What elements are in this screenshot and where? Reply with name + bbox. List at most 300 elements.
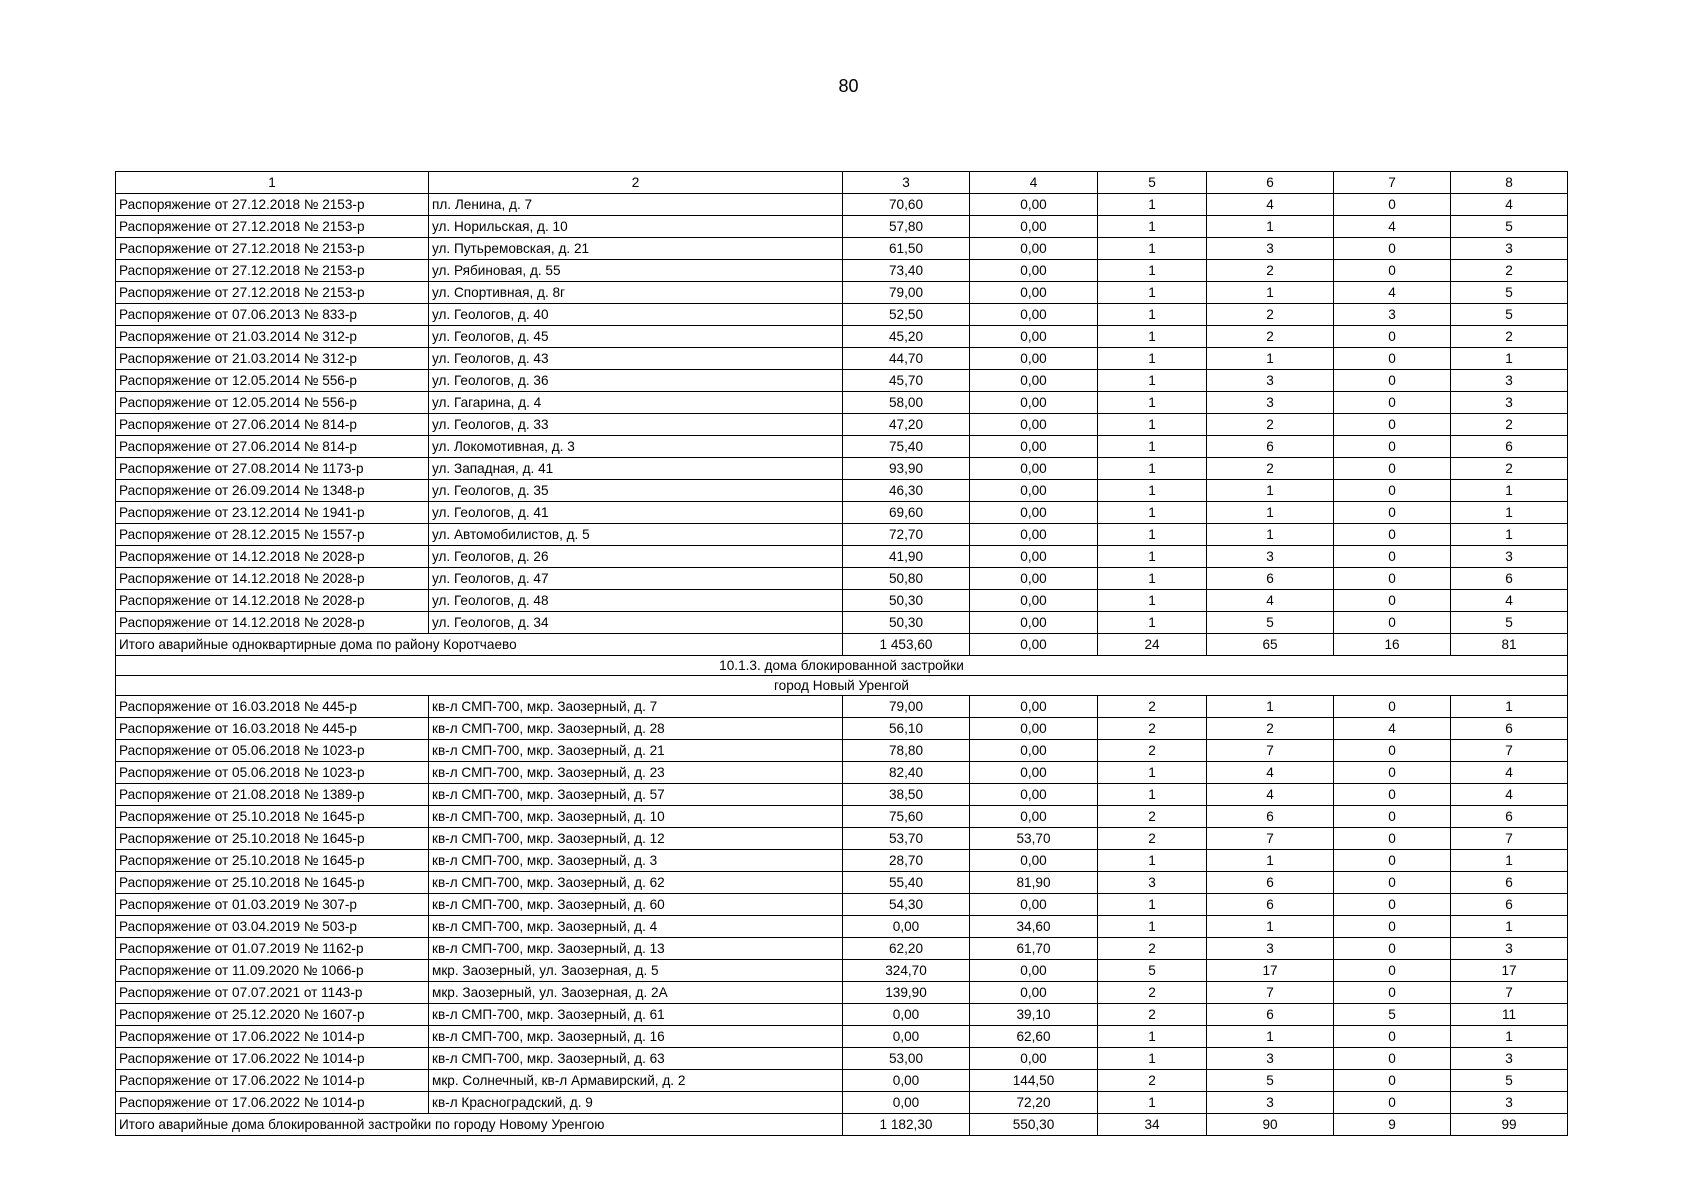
- order-cell: Распоряжение от 11.09.2020 № 1066-р: [116, 960, 429, 982]
- table-row: [116, 524, 1568, 546]
- count-cell: 1: [1098, 414, 1207, 436]
- housing-table: [115, 171, 1568, 1136]
- count-3-cell: 0: [1334, 982, 1451, 1004]
- count-3-cell: 3: [1334, 304, 1451, 326]
- table-row: [116, 348, 1568, 370]
- address-cell: ул. Локомотивная, д. 3: [429, 436, 843, 458]
- area-cell: 53,00: [843, 1048, 970, 1070]
- count-2-cell: 6: [1207, 568, 1334, 590]
- page-number: 80: [838, 76, 859, 96]
- table-row: [116, 1026, 1568, 1048]
- count-total-cell: 6: [1451, 894, 1568, 916]
- count-total-cell: 2: [1451, 326, 1568, 348]
- address-cell: кв-л СМП-700, мкр. Заозерный, д. 62: [429, 872, 843, 894]
- count-2-cell: 5: [1207, 612, 1334, 634]
- count-2-cell: 7: [1207, 740, 1334, 762]
- area-cell: 44,70: [843, 348, 970, 370]
- total-value: 34: [1098, 1114, 1207, 1136]
- order-cell: Распоряжение от 16.03.2018 № 445-р: [116, 718, 429, 740]
- area-2-cell: 0,00: [970, 194, 1098, 216]
- order-cell: Распоряжение от 03.04.2019 № 503-р: [116, 916, 429, 938]
- total-value: 90: [1207, 1114, 1334, 1136]
- count-cell: 3: [1098, 872, 1207, 894]
- count-cell: 1: [1098, 1048, 1207, 1070]
- table-row: [116, 260, 1568, 282]
- area-cell: 53,70: [843, 828, 970, 850]
- count-cell: 2: [1098, 938, 1207, 960]
- area-2-cell: 144,50: [970, 1070, 1098, 1092]
- count-3-cell: 0: [1334, 414, 1451, 436]
- order-cell: Распоряжение от 27.06.2014 № 814-р: [116, 436, 429, 458]
- count-total-cell: 3: [1451, 392, 1568, 414]
- table-row: [116, 718, 1568, 740]
- section-title-row: [116, 656, 1568, 676]
- count-cell: 1: [1098, 392, 1207, 414]
- count-total-cell: 4: [1451, 590, 1568, 612]
- area-cell: 79,00: [843, 282, 970, 304]
- count-3-cell: 0: [1334, 872, 1451, 894]
- order-cell: Распоряжение от 05.06.2018 № 1023-р: [116, 762, 429, 784]
- count-2-cell: 6: [1207, 894, 1334, 916]
- total-value: 24: [1098, 634, 1207, 656]
- count-cell: 1: [1098, 1092, 1207, 1114]
- count-cell: 2: [1098, 696, 1207, 718]
- count-total-cell: 1: [1451, 1026, 1568, 1048]
- count-total-cell: 7: [1451, 740, 1568, 762]
- table-row: [116, 216, 1568, 238]
- count-2-cell: 2: [1207, 414, 1334, 436]
- count-total-cell: 4: [1451, 194, 1568, 216]
- table-row: [116, 238, 1568, 260]
- count-cell: 1: [1098, 216, 1207, 238]
- count-2-cell: 3: [1207, 1092, 1334, 1114]
- area-cell: 62,20: [843, 938, 970, 960]
- area-cell: 47,20: [843, 414, 970, 436]
- area-cell: 75,60: [843, 806, 970, 828]
- area-2-cell: 39,10: [970, 1004, 1098, 1026]
- count-2-cell: 1: [1207, 480, 1334, 502]
- total-value: 1 182,30: [843, 1114, 970, 1136]
- address-cell: кв-л СМП-700, мкр. Заозерный, д. 10: [429, 806, 843, 828]
- table-row: [116, 828, 1568, 850]
- count-cell: 2: [1098, 982, 1207, 1004]
- area-cell: 54,30: [843, 894, 970, 916]
- count-cell: 1: [1098, 370, 1207, 392]
- count-cell: 2: [1098, 1004, 1207, 1026]
- address-cell: ул. Гагарина, д. 4: [429, 392, 843, 414]
- count-2-cell: 3: [1207, 238, 1334, 260]
- count-3-cell: 0: [1334, 784, 1451, 806]
- order-cell: Распоряжение от 17.06.2022 № 1014-р: [116, 1092, 429, 1114]
- area-2-cell: 0,00: [970, 982, 1098, 1004]
- count-2-cell: 3: [1207, 370, 1334, 392]
- area-cell: 50,80: [843, 568, 970, 590]
- count-total-cell: 1: [1451, 348, 1568, 370]
- table-row: [116, 1092, 1568, 1114]
- order-cell: Распоряжение от 14.12.2018 № 2028-р: [116, 546, 429, 568]
- total-value: 0,00: [970, 634, 1098, 656]
- area-cell: 75,40: [843, 436, 970, 458]
- count-total-cell: 1: [1451, 480, 1568, 502]
- area-2-cell: 0,00: [970, 1048, 1098, 1070]
- table-row: [116, 938, 1568, 960]
- count-2-cell: 1: [1207, 348, 1334, 370]
- count-3-cell: 0: [1334, 740, 1451, 762]
- order-cell: Распоряжение от 23.12.2014 № 1941-р: [116, 502, 429, 524]
- count-total-cell: 3: [1451, 546, 1568, 568]
- count-total-cell: 5: [1451, 216, 1568, 238]
- table-row: [116, 612, 1568, 634]
- area-cell: 52,50: [843, 304, 970, 326]
- column-number-header: 2: [429, 172, 843, 194]
- area-cell: 58,00: [843, 392, 970, 414]
- address-cell: кв-л СМП-700, мкр. Заозерный, д. 23: [429, 762, 843, 784]
- table-row: [116, 282, 1568, 304]
- area-2-cell: 0,00: [970, 370, 1098, 392]
- order-cell: Распоряжение от 17.06.2022 № 1014-р: [116, 1026, 429, 1048]
- area-2-cell: 0,00: [970, 696, 1098, 718]
- count-2-cell: 4: [1207, 784, 1334, 806]
- table-row: [116, 806, 1568, 828]
- count-2-cell: 1: [1207, 1026, 1334, 1048]
- area-2-cell: 62,60: [970, 1026, 1098, 1048]
- count-total-cell: 1: [1451, 502, 1568, 524]
- count-cell: 1: [1098, 348, 1207, 370]
- count-total-cell: 3: [1451, 370, 1568, 392]
- count-total-cell: 5: [1451, 1070, 1568, 1092]
- address-cell: ул. Геологов, д. 41: [429, 502, 843, 524]
- area-2-cell: 0,00: [970, 740, 1098, 762]
- count-cell: 1: [1098, 612, 1207, 634]
- count-2-cell: 1: [1207, 216, 1334, 238]
- area-2-cell: 81,90: [970, 872, 1098, 894]
- address-cell: кв-л СМП-700, мкр. Заозерный, д. 13: [429, 938, 843, 960]
- order-cell: Распоряжение от 25.10.2018 № 1645-р: [116, 872, 429, 894]
- count-2-cell: 1: [1207, 850, 1334, 872]
- address-cell: мкр. Заозерный, ул. Заозерная, д. 2А: [429, 982, 843, 1004]
- address-cell: кв-л СМП-700, мкр. Заозерный, д. 57: [429, 784, 843, 806]
- area-cell: 50,30: [843, 590, 970, 612]
- total-row: [116, 1114, 1568, 1136]
- count-cell: 1: [1098, 546, 1207, 568]
- column-number-header: 8: [1451, 172, 1568, 194]
- address-cell: ул. Норильская, д. 10: [429, 216, 843, 238]
- area-2-cell: 61,70: [970, 938, 1098, 960]
- count-total-cell: 6: [1451, 436, 1568, 458]
- count-3-cell: 0: [1334, 806, 1451, 828]
- count-total-cell: 1: [1451, 524, 1568, 546]
- count-total-cell: 6: [1451, 718, 1568, 740]
- order-cell: Распоряжение от 27.12.2018 № 2153-р: [116, 238, 429, 260]
- area-2-cell: 0,00: [970, 784, 1098, 806]
- table-row: [116, 960, 1568, 982]
- area-cell: 45,70: [843, 370, 970, 392]
- total-value: 550,30: [970, 1114, 1098, 1136]
- address-cell: кв-л СМП-700, мкр. Заозерный, д. 3: [429, 850, 843, 872]
- area-cell: 0,00: [843, 1092, 970, 1114]
- area-2-cell: 0,00: [970, 392, 1098, 414]
- column-number-header: 1: [116, 172, 429, 194]
- count-2-cell: 5: [1207, 1070, 1334, 1092]
- area-2-cell: 0,00: [970, 960, 1098, 982]
- order-cell: Распоряжение от 07.07.2021 от 1143-р: [116, 982, 429, 1004]
- area-cell: 50,30: [843, 612, 970, 634]
- address-cell: кв-л СМП-700, мкр. Заозерный, д. 63: [429, 1048, 843, 1070]
- count-3-cell: 0: [1334, 194, 1451, 216]
- table-row: [116, 546, 1568, 568]
- count-3-cell: 0: [1334, 458, 1451, 480]
- count-3-cell: 0: [1334, 238, 1451, 260]
- address-cell: кв-л СМП-700, мкр. Заозерный, д. 12: [429, 828, 843, 850]
- area-2-cell: 0,00: [970, 718, 1098, 740]
- order-cell: Распоряжение от 01.03.2019 № 307-р: [116, 894, 429, 916]
- address-cell: ул. Геологов, д. 34: [429, 612, 843, 634]
- order-cell: Распоряжение от 27.12.2018 № 2153-р: [116, 282, 429, 304]
- count-total-cell: 1: [1451, 850, 1568, 872]
- count-3-cell: 0: [1334, 502, 1451, 524]
- count-cell: 1: [1098, 304, 1207, 326]
- count-cell: 1: [1098, 762, 1207, 784]
- order-cell: Распоряжение от 27.06.2014 № 814-р: [116, 414, 429, 436]
- count-3-cell: 0: [1334, 326, 1451, 348]
- count-cell: 2: [1098, 718, 1207, 740]
- count-2-cell: 3: [1207, 938, 1334, 960]
- count-2-cell: 1: [1207, 696, 1334, 718]
- area-2-cell: 0,00: [970, 436, 1098, 458]
- area-cell: 41,90: [843, 546, 970, 568]
- count-3-cell: 0: [1334, 392, 1451, 414]
- count-3-cell: 4: [1334, 718, 1451, 740]
- area-cell: 73,40: [843, 260, 970, 282]
- table-row: [116, 392, 1568, 414]
- count-3-cell: 0: [1334, 260, 1451, 282]
- order-cell: Распоряжение от 14.12.2018 № 2028-р: [116, 568, 429, 590]
- count-total-cell: 3: [1451, 1048, 1568, 1070]
- area-cell: 46,30: [843, 480, 970, 502]
- count-2-cell: 1: [1207, 502, 1334, 524]
- area-cell: 28,70: [843, 850, 970, 872]
- count-total-cell: 11: [1451, 1004, 1568, 1026]
- count-cell: 1: [1098, 916, 1207, 938]
- section-title: 10.1.3. дома блокированной застройки: [116, 656, 1568, 676]
- address-cell: кв-л СМП-700, мкр. Заозерный, д. 4: [429, 916, 843, 938]
- area-2-cell: 0,00: [970, 304, 1098, 326]
- address-cell: ул. Геологов, д. 43: [429, 348, 843, 370]
- count-total-cell: 6: [1451, 568, 1568, 590]
- table-row: [116, 784, 1568, 806]
- count-3-cell: 5: [1334, 1004, 1451, 1026]
- count-total-cell: 3: [1451, 238, 1568, 260]
- table-row: [116, 590, 1568, 612]
- order-cell: Распоряжение от 05.06.2018 № 1023-р: [116, 740, 429, 762]
- count-2-cell: 4: [1207, 194, 1334, 216]
- count-3-cell: 0: [1334, 850, 1451, 872]
- area-2-cell: 0,00: [970, 612, 1098, 634]
- address-cell: кв-л СМП-700, мкр. Заозерный, д. 21: [429, 740, 843, 762]
- order-cell: Распоряжение от 14.12.2018 № 2028-р: [116, 612, 429, 634]
- area-2-cell: 0,00: [970, 806, 1098, 828]
- count-cell: 1: [1098, 436, 1207, 458]
- count-3-cell: 0: [1334, 1026, 1451, 1048]
- count-2-cell: 4: [1207, 590, 1334, 612]
- count-2-cell: 2: [1207, 458, 1334, 480]
- count-cell: 1: [1098, 894, 1207, 916]
- count-3-cell: 0: [1334, 590, 1451, 612]
- table-row: [116, 916, 1568, 938]
- count-total-cell: 1: [1451, 916, 1568, 938]
- area-2-cell: 0,00: [970, 348, 1098, 370]
- column-number-header: 4: [970, 172, 1098, 194]
- count-cell: 2: [1098, 740, 1207, 762]
- count-3-cell: 0: [1334, 916, 1451, 938]
- count-3-cell: 0: [1334, 696, 1451, 718]
- table-row: [116, 458, 1568, 480]
- count-2-cell: 1: [1207, 524, 1334, 546]
- count-2-cell: 3: [1207, 1048, 1334, 1070]
- count-2-cell: 2: [1207, 260, 1334, 282]
- table-row: [116, 1048, 1568, 1070]
- area-2-cell: 0,00: [970, 762, 1098, 784]
- address-cell: ул. Спортивная, д. 8г: [429, 282, 843, 304]
- count-3-cell: 4: [1334, 216, 1451, 238]
- count-2-cell: 1: [1207, 282, 1334, 304]
- count-cell: 1: [1098, 260, 1207, 282]
- count-total-cell: 4: [1451, 784, 1568, 806]
- table-row: [116, 304, 1568, 326]
- count-total-cell: 6: [1451, 806, 1568, 828]
- count-3-cell: 0: [1334, 894, 1451, 916]
- area-2-cell: 0,00: [970, 282, 1098, 304]
- address-cell: мкр. Солнечный, кв-л Армавирский, д. 2: [429, 1070, 843, 1092]
- area-cell: 0,00: [843, 1026, 970, 1048]
- order-cell: Распоряжение от 17.06.2022 № 1014-р: [116, 1070, 429, 1092]
- table-row: [116, 1004, 1568, 1026]
- count-total-cell: 17: [1451, 960, 1568, 982]
- address-cell: ул. Геологов, д. 45: [429, 326, 843, 348]
- count-3-cell: 0: [1334, 568, 1451, 590]
- area-2-cell: 72,20: [970, 1092, 1098, 1114]
- area-cell: 0,00: [843, 916, 970, 938]
- table-row: [116, 982, 1568, 1004]
- area-2-cell: 0,00: [970, 590, 1098, 612]
- address-cell: кв-л СМП-700, мкр. Заозерный, д. 60: [429, 894, 843, 916]
- address-cell: кв-л СМП-700, мкр. Заозерный, д. 16: [429, 1026, 843, 1048]
- count-cell: 1: [1098, 524, 1207, 546]
- area-cell: 82,40: [843, 762, 970, 784]
- area-cell: 93,90: [843, 458, 970, 480]
- count-cell: 1: [1098, 568, 1207, 590]
- count-cell: 1: [1098, 238, 1207, 260]
- order-cell: Распоряжение от 21.03.2014 № 312-р: [116, 326, 429, 348]
- order-cell: Распоряжение от 27.12.2018 № 2153-р: [116, 194, 429, 216]
- area-cell: 324,70: [843, 960, 970, 982]
- address-cell: мкр. Заозерный, ул. Заозерная, д. 5: [429, 960, 843, 982]
- order-cell: Распоряжение от 25.10.2018 № 1645-р: [116, 850, 429, 872]
- area-2-cell: 0,00: [970, 546, 1098, 568]
- table-row: [116, 436, 1568, 458]
- count-2-cell: 4: [1207, 762, 1334, 784]
- count-cell: 2: [1098, 1070, 1207, 1092]
- address-cell: ул. Автомобилистов, д. 5: [429, 524, 843, 546]
- area-2-cell: 0,00: [970, 850, 1098, 872]
- count-cell: 2: [1098, 806, 1207, 828]
- area-cell: 69,60: [843, 502, 970, 524]
- total-value: 1 453,60: [843, 634, 970, 656]
- address-cell: кв-л СМП-700, мкр. Заозерный, д. 28: [429, 718, 843, 740]
- table-row: [116, 850, 1568, 872]
- address-cell: ул. Геологов, д. 47: [429, 568, 843, 590]
- count-3-cell: 0: [1334, 960, 1451, 982]
- count-cell: 1: [1098, 458, 1207, 480]
- count-total-cell: 5: [1451, 304, 1568, 326]
- address-cell: ул. Геологов, д. 36: [429, 370, 843, 392]
- area-2-cell: 0,00: [970, 568, 1098, 590]
- count-2-cell: 7: [1207, 828, 1334, 850]
- count-3-cell: 0: [1334, 524, 1451, 546]
- address-cell: ул. Западная, д. 41: [429, 458, 843, 480]
- count-3-cell: 0: [1334, 370, 1451, 392]
- area-cell: 56,10: [843, 718, 970, 740]
- address-cell: кв-л СМП-700, мкр. Заозерный, д. 61: [429, 1004, 843, 1026]
- count-total-cell: 5: [1451, 612, 1568, 634]
- count-total-cell: 6: [1451, 872, 1568, 894]
- count-2-cell: 2: [1207, 718, 1334, 740]
- order-cell: Распоряжение от 14.12.2018 № 2028-р: [116, 590, 429, 612]
- count-total-cell: 3: [1451, 1092, 1568, 1114]
- address-cell: кв-л СМП-700, мкр. Заозерный, д. 7: [429, 696, 843, 718]
- column-number-header: 3: [843, 172, 970, 194]
- area-2-cell: 0,00: [970, 502, 1098, 524]
- total-label: Итого аварийные дома блокированной застройки по городу Новому Уренгою: [116, 1114, 843, 1136]
- column-number-header: 7: [1334, 172, 1451, 194]
- count-2-cell: 7: [1207, 982, 1334, 1004]
- area-cell: 72,70: [843, 524, 970, 546]
- count-cell: 1: [1098, 784, 1207, 806]
- table-row: [116, 480, 1568, 502]
- order-cell: Распоряжение от 16.03.2018 № 445-р: [116, 696, 429, 718]
- count-total-cell: 5: [1451, 282, 1568, 304]
- count-3-cell: 0: [1334, 828, 1451, 850]
- order-cell: Распоряжение от 28.12.2015 № 1557-р: [116, 524, 429, 546]
- count-total-cell: 3: [1451, 938, 1568, 960]
- table-row: [116, 194, 1568, 216]
- count-3-cell: 0: [1334, 1048, 1451, 1070]
- table-row: [116, 502, 1568, 524]
- count-cell: 2: [1098, 828, 1207, 850]
- count-cell: 1: [1098, 326, 1207, 348]
- area-2-cell: 53,70: [970, 828, 1098, 850]
- column-number-header: 6: [1207, 172, 1334, 194]
- count-2-cell: 6: [1207, 436, 1334, 458]
- area-cell: 38,50: [843, 784, 970, 806]
- count-3-cell: 4: [1334, 282, 1451, 304]
- area-cell: 45,20: [843, 326, 970, 348]
- order-cell: Распоряжение от 27.08.2014 № 1173-р: [116, 458, 429, 480]
- count-3-cell: 0: [1334, 436, 1451, 458]
- address-cell: ул. Геологов, д. 40: [429, 304, 843, 326]
- total-value: 9: [1334, 1114, 1451, 1136]
- count-3-cell: 0: [1334, 546, 1451, 568]
- area-cell: 61,50: [843, 238, 970, 260]
- table-row: [116, 740, 1568, 762]
- count-total-cell: 2: [1451, 458, 1568, 480]
- count-cell: 1: [1098, 282, 1207, 304]
- order-cell: Распоряжение от 17.06.2022 № 1014-р: [116, 1048, 429, 1070]
- total-row: [116, 634, 1568, 656]
- table-row: [116, 326, 1568, 348]
- column-number-row: [116, 172, 1568, 194]
- column-number-header: 5: [1098, 172, 1207, 194]
